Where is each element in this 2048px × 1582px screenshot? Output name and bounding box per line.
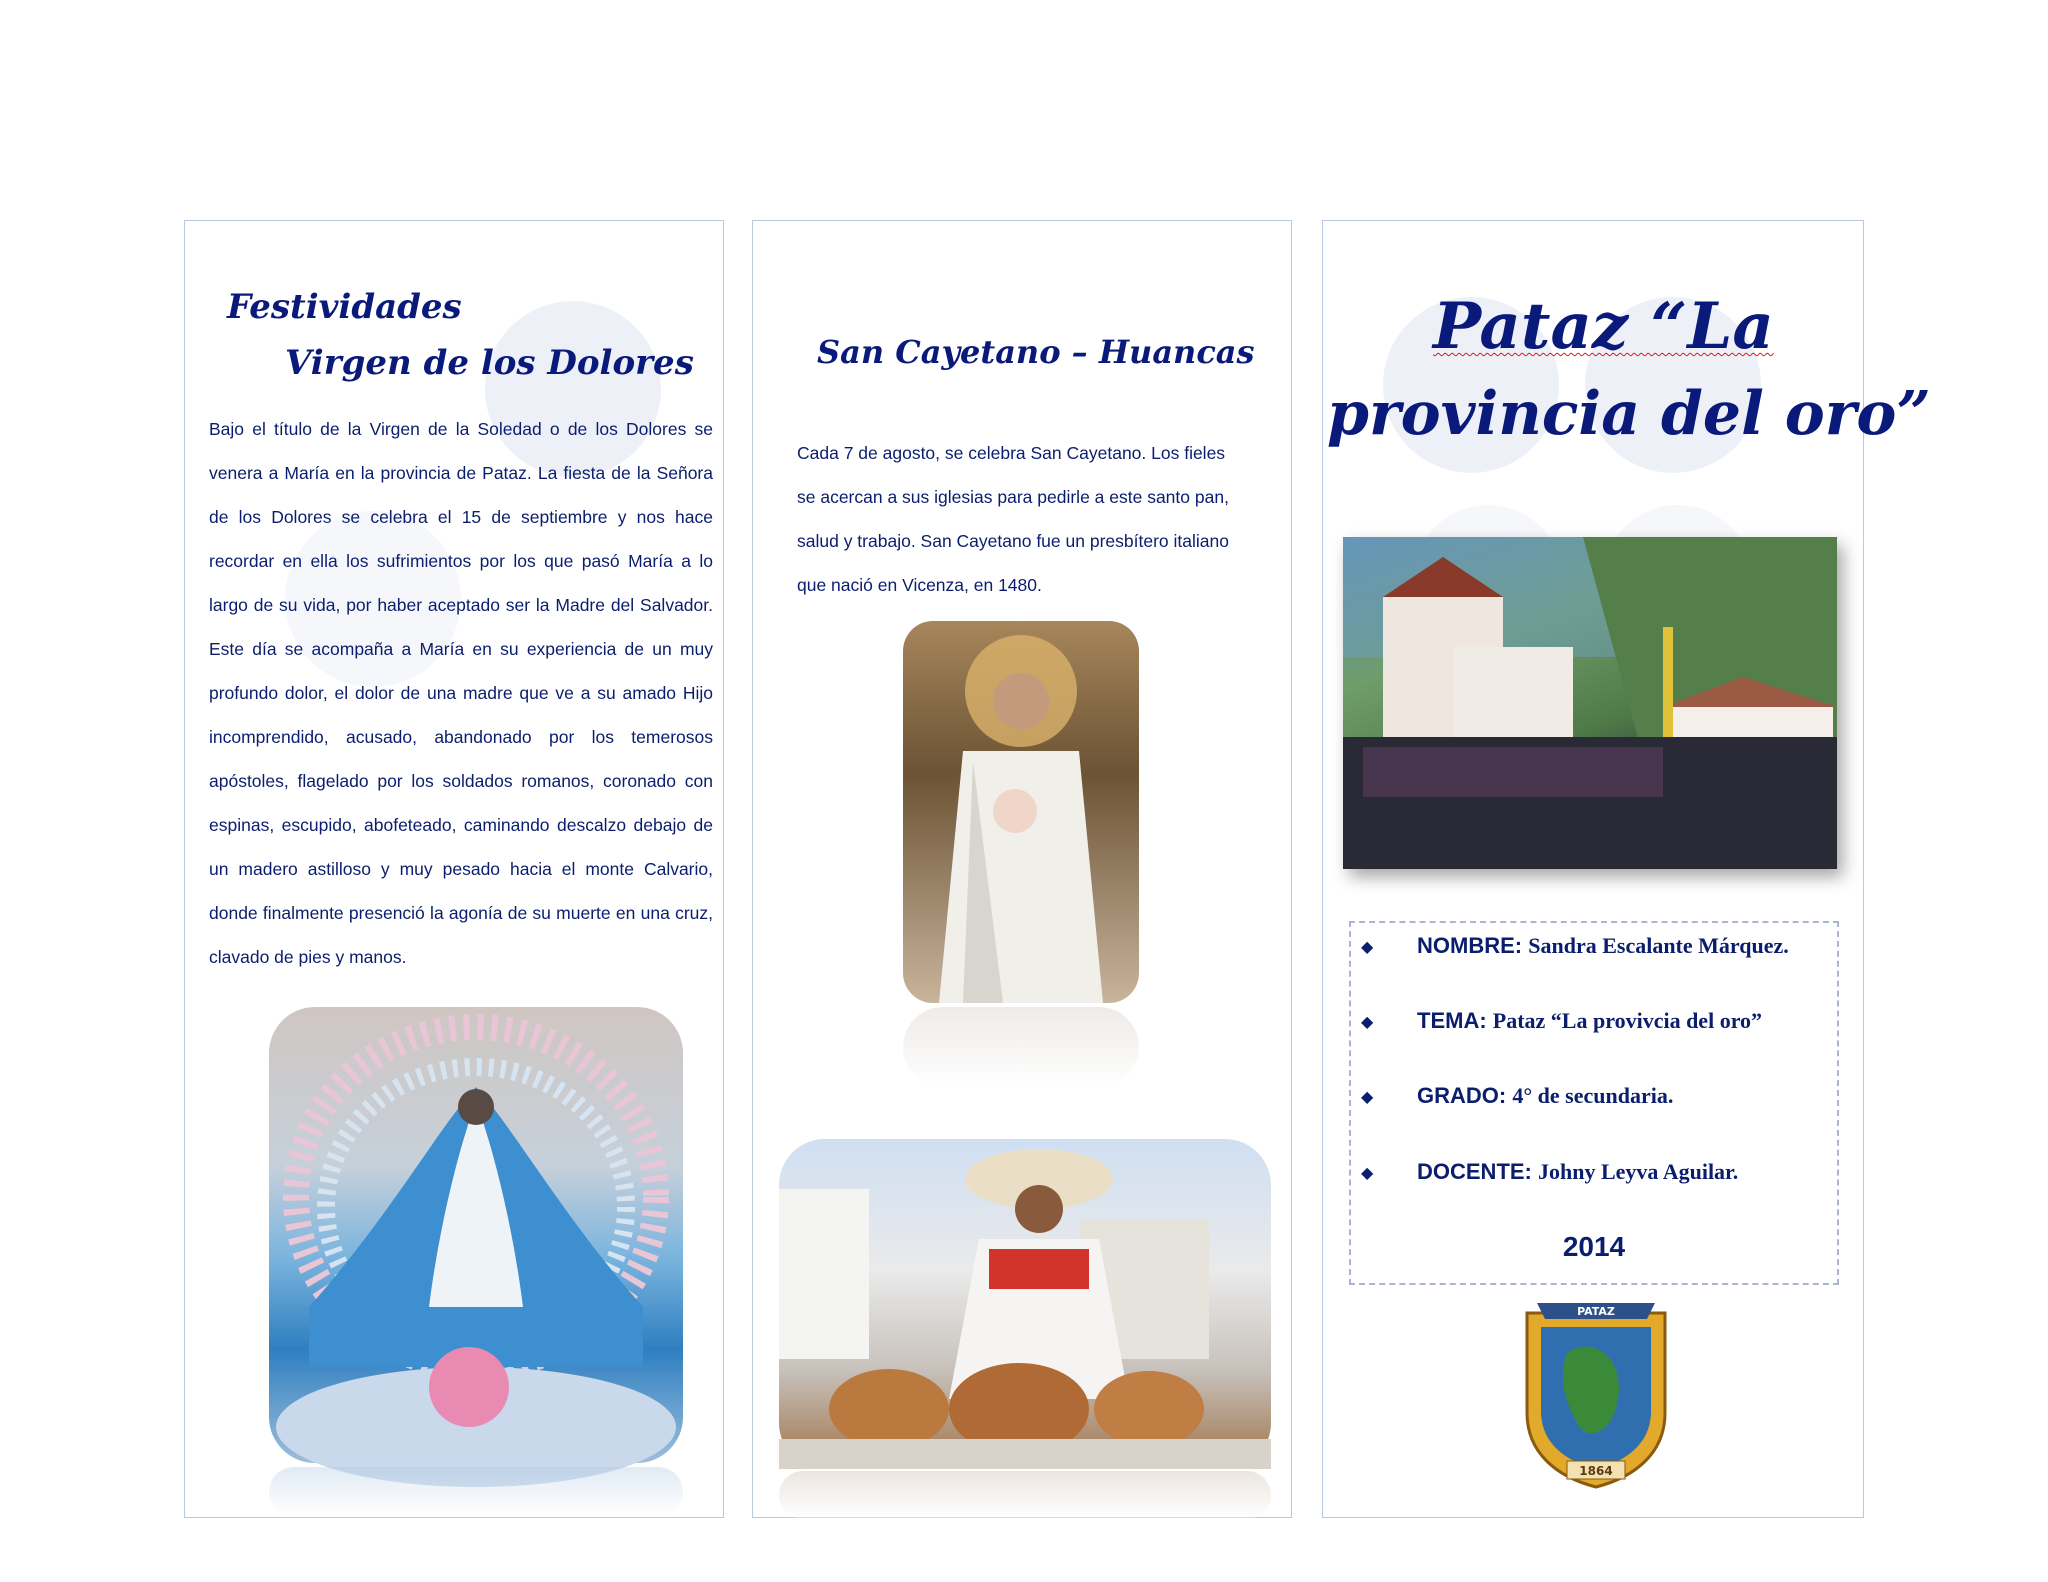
panel2-title: San Cayetano – Huancas [817, 333, 1255, 371]
grado-label: GRADO: [1417, 1083, 1507, 1108]
diamond-bullet-icon: ◆ [1361, 1014, 1374, 1031]
year-label: 2014 [1562, 1231, 1626, 1262]
huancas-woman-photo [779, 1139, 1271, 1469]
panel-virgen-dolores [184, 220, 724, 1518]
diamond-bullet-icon: ◆ [1361, 1165, 1374, 1182]
nombre-value: Sandra Escalante Márquez. [1528, 933, 1789, 958]
san-cayetano-photo [903, 621, 1139, 1003]
panel1-title-line1: Festividades [227, 287, 462, 327]
panel2-paragraph: Cada 7 de agosto, se celebra San Cayetano. Los fieles se acercan a sus iglesias para pedirle a este santo pan, salud y trabajo. San Cayetano fue un presbítero italiano que nació en Vicenza, en 1480. [797, 443, 1229, 595]
grado-value: 4° de secundaria. [1512, 1083, 1674, 1108]
pataz-crest-logo [1517, 1293, 1675, 1487]
pataz-town-photo [1343, 537, 1837, 869]
san-cayetano-reflection [903, 1007, 1139, 1087]
virgen-photo-reflection [269, 1467, 683, 1517]
huancas-reflection [779, 1471, 1271, 1519]
panel-cover [1322, 220, 1931, 1518]
tema-value: Pataz “La provivcia del oro” [1492, 1008, 1763, 1033]
panel1-title-line2: Virgen de los Dolores [285, 343, 694, 383]
docente-label: DOCENTE: [1417, 1159, 1532, 1184]
diamond-bullet-icon: ◆ [1361, 1089, 1374, 1106]
cover-title-line1-text: Pataz “La [1433, 289, 1774, 364]
nombre-label: NOMBRE: [1417, 933, 1523, 958]
student-info-box [1349, 921, 1839, 1285]
docente-value: Johny Leyva Aguilar. [1538, 1159, 1739, 1184]
tema-label: TEMA: [1417, 1008, 1487, 1033]
virgen-photo [269, 1007, 683, 1463]
diamond-bullet-icon: ◆ [1361, 939, 1374, 956]
cover-title-line2: provincia del oro” [1327, 379, 1931, 449]
crest-year-text: 1864 [1579, 1464, 1613, 1478]
panel1-paragraph: Bajo el título de la Virgen de la Soledad o de los Dolores se venera a María en la provincia de Pataz. La fiesta de la Señora de los Dolores se celebra el 15 de septiembre y nos hace recordar en ella los sufrimientos por los que pasó María a lo largo de su vida, por haber aceptado ser la Madre del Salvador. Este día se acompaña a María en su experiencia de un muy profundo dolor, el dolor de una madre que ve a su amado Hijo incomprendido, acusado, abandonado por los temerosos apóstoles, flagelado por los soldados romanos, coronado con espinas, escupido, abofeteado, caminando descalzo debajo de un madero astilloso y muy pesado hacia el monte Calvario, donde finalmente presenció la agonía de su muerte en una cruz, clavado de pies y manos. [209, 419, 713, 967]
crest-top-text: PATAZ [1577, 1305, 1615, 1318]
cover-title-line1 [1433, 289, 1774, 364]
panel-san-cayetano [752, 220, 1292, 1518]
